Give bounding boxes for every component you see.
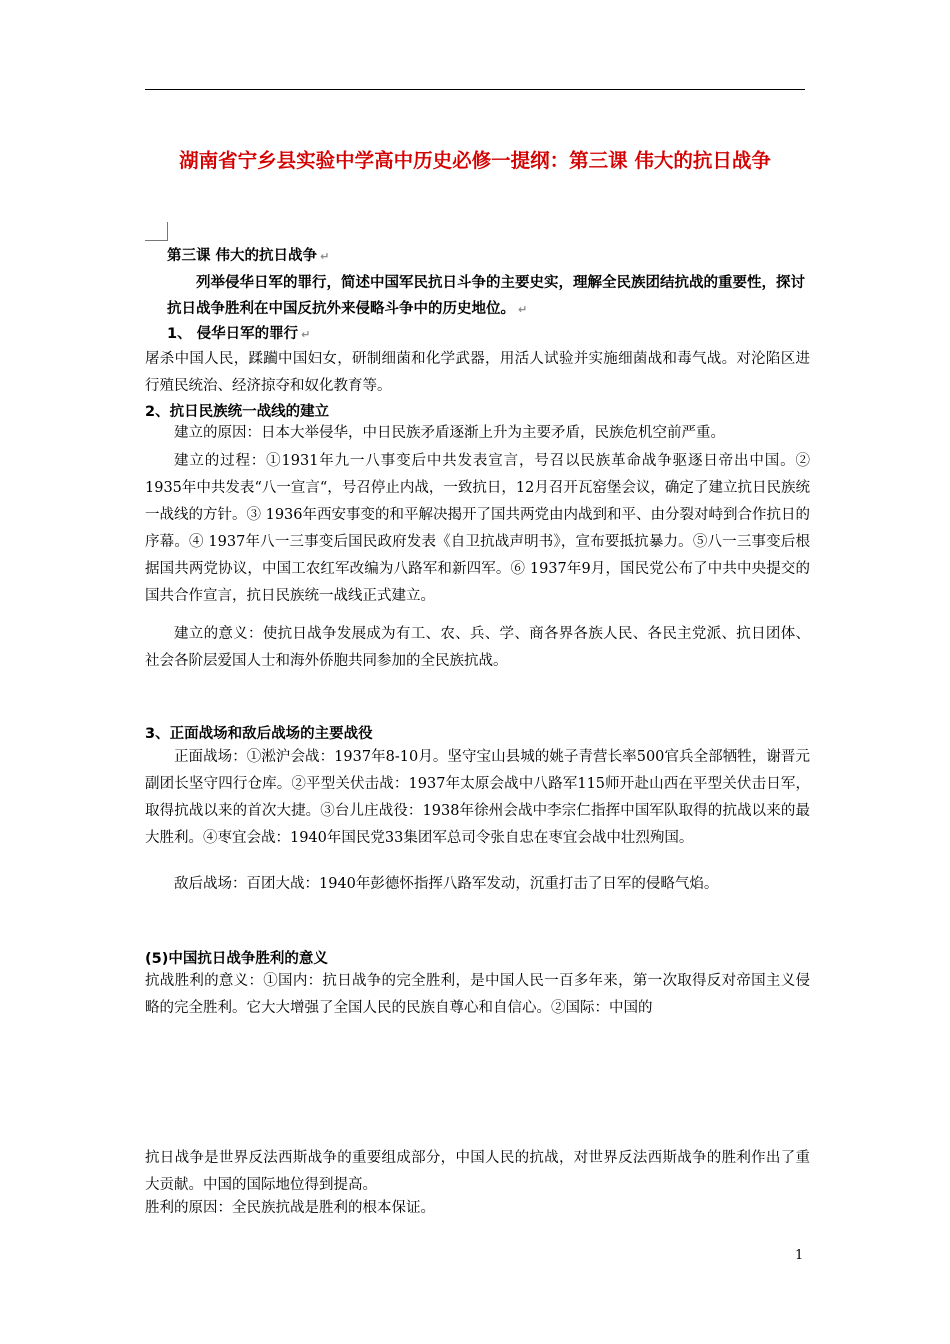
- page-number: 1: [795, 1248, 804, 1263]
- section-2-reason: 建立的原因：日本大举侵华，中日民族矛盾逐渐上升为主要矛盾，民族危机空前严重。: [174, 425, 725, 441]
- section-2-heading: 2、抗日民族统一战线的建立: [145, 404, 330, 420]
- section-3-front: 正面战场：①淞沪会战：1937年8-10月。坚守宝山县城的姚子青营长率500官兵全部牺牲，谢晋元副团长坚守四行仓库。②平型关伏击战：1937年太原会战中八路军115师开赴山西在平型关伏击日军，取得抗战以来的首次大捷。③台儿庄战役：1938年徐州会战中李宗仁指挥中国军队取得的抗战以来的最大胜利。④枣宜会战：1940年国民党33集团军总司令张自忠在枣宜会战中壮烈殉国。: [145, 749, 810, 846]
- document-title: 湖南省宁乡县实验中学高中历史必修一提纲：第三课 伟大的抗日战争: [179, 149, 771, 172]
- section-1-heading: 1、 侵华日军的罪行 ↵: [167, 326, 311, 342]
- section-5-text-1: 抗战胜利的意义：①国内：抗日战争的完全胜利，是中国人民一百多年来，第一次取得反对帝国主义侵略的完全胜利。它大大增强了全国人民的民族自尊心和自信心。②国际：中国的: [145, 973, 810, 1016]
- lesson-heading: 第三课 伟大的抗日战争 ↵: [167, 248, 330, 264]
- text-boundary-mark: [145, 222, 168, 241]
- header-rule: [145, 89, 805, 90]
- section-5-reason: 胜利的原因：全民族抗战是胜利的根本保证。: [145, 1200, 435, 1216]
- section-2-process: 建立的过程：①1931年九一八事变后中共发表宣言，号召以民族革命战争驱逐日帝出中国。② 1935年中共发表“八一宣言“，号召停止内战，一致抗日，12月召开瓦窑堡会议，确定了建立抗日民族统一战线的方针。③ 1936年西安事变的和平解决揭开了国共两党由内战到和平、由分裂对峙到合作抗日的序幕。④ 1937年八一三事变后国民政府发表《自卫抗战声明书》，宣布要抵抗暴力。⑤八一三事变后根据国共两党协议，中国工农红军改编为八路军和新四军。⑥ 1937年9月，国民党公布了中共中央提交的国共合作宣言，抗日民族统一战线正式建立。: [145, 453, 811, 604]
- section-2-significance: 建立的意义：使抗日战争发展成为有工、农、兵、学、商各界各族人民、各民主党派、抗日团体、社会各阶层爱国人士和海外侨胞共同参加的全民族抗战。: [145, 626, 810, 669]
- section-1-text: 屠杀中国人民，蹂躏中国妇女，研制细菌和化学武器，用活人试验并实施细菌战和毒气战。对沦陷区进行殖民统治、经济掠夺和奴化教育等。: [145, 351, 810, 394]
- lesson-objective: 列举侵华日军的罪行，简述中国军民抗日斗争的主要史实，理解全民族团结抗战的重要性，探讨抗日战争胜利在中国反抗外来侵略斗争中的历史地位。 ↵: [167, 275, 805, 317]
- section-3-rear: 敌后战场：百团大战：1940年彭德怀指挥八路军发动，沉重打击了日军的侵略气焰。: [174, 876, 719, 892]
- section-5-text-2: 抗日战争是世界反法西斯战争的重要组成部分，中国人民的抗战，对世界反法西斯战争的胜利作出了重大贡献。中国的国际地位得到提高。: [145, 1150, 810, 1193]
- section-5-heading: (5)中国抗日战争胜利的意义: [145, 951, 328, 967]
- section-3-heading: 3、正面战场和敌后战场的主要战役: [145, 726, 373, 742]
